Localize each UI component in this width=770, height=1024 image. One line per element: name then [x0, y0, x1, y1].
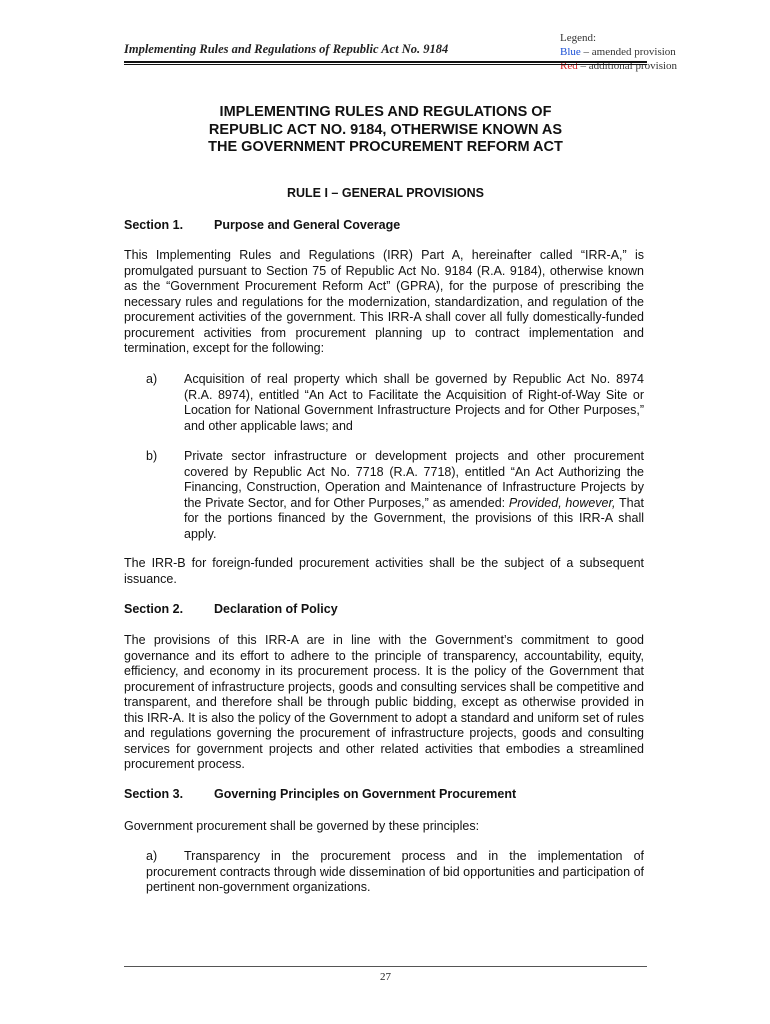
- legend-blue-desc: – amended provision: [580, 46, 676, 58]
- legend-red-desc: – additional provision: [577, 60, 678, 72]
- footer-rule: [124, 966, 647, 967]
- legend-blue-word: Blue: [560, 46, 581, 58]
- section-3-item-a: [146, 849, 644, 896]
- header-rule-thin: [124, 64, 647, 65]
- section-1-title: Purpose and General Coverage: [214, 218, 401, 232]
- item-letter: a): [146, 849, 158, 863]
- legend: [560, 31, 677, 73]
- document-title: [124, 104, 647, 157]
- title-line-1: IMPLEMENTING RULES AND REGULATIONS OF: [219, 104, 552, 120]
- header-rule-thick: [124, 61, 647, 63]
- section-3-heading: [124, 787, 516, 801]
- section-2-title: Declaration of Policy: [214, 602, 338, 616]
- section-2-number: Section 2.: [124, 602, 184, 616]
- item-text: Acquisition of real property which shall be governed by Republic Act No. 8974 (R.A. 8974), entitled “An Act to Facilitate the Acquisition of Right-of-Way Site or Location for National Government Infrastructure Projects and for Other Purposes,” and other applicable laws; and: [184, 372, 644, 433]
- section-3-intro: Government procurement shall be governed by these principles:: [124, 819, 480, 833]
- item-text-before: Private sector infrastructure or development projects and other procurement covered by Republic Act No. 7718 (R.A. 7718), entitled “An Act Authorizing the Financing, Construction, Operation and Maintenance of Infrastructure Projects by the Private Sector, and for Other Purposes,” as amended:: [184, 449, 644, 510]
- item-text: [184, 449, 644, 542]
- running-header-title: Implementing Rules and Regulations of Republic Act No. 9184: [124, 42, 449, 56]
- legend-red-word: Red: [560, 60, 578, 72]
- section-3-title: Governing Principles on Government Procurement: [214, 787, 517, 801]
- rule-heading: RULE I – GENERAL PROVISIONS: [286, 186, 485, 200]
- legend-blue-entry: [560, 45, 677, 59]
- item-text: Transparency in the procurement process and in the implementation of procurement contracts through wide dissemination of bid opportunities and participation of pertinent non-government organizations.: [146, 849, 644, 894]
- item-text-italic: Provided, however,: [508, 495, 616, 510]
- item-text-after: That for the portions financed by the Government, the provisions of this IRR-A shall apply.: [184, 495, 645, 541]
- section-1-heading: [124, 218, 400, 232]
- section-1-number: Section 1.: [124, 218, 184, 232]
- section-3-number: Section 3.: [124, 787, 184, 801]
- section-1-closing: The IRR-B for foreign-funded procurement activities shall be the subject of a subsequent issuance.: [124, 556, 644, 586]
- item-letter: a): [146, 372, 158, 386]
- section-1-item-a: [146, 372, 644, 434]
- item-letter: b): [146, 449, 158, 463]
- section-2-body: The provisions of this IRR-A are in line with the Government’s commitment to good governance and its effort to adhere to the principle of transparency, accountability, equity, efficiency, and economy in its procurement process. It is the policy of the Government that procurement of infrastructure projects, goods and consulting services shall be competitive and transparent, and therefore shall be through public bidding, except as otherwise provided in this IRR-A. It is also the policy of the Government to adopt a standard and uniform set of rules and regulations governing the procurement of infrastructure projects, goods and consulting services for government projects and other related activities that embodies a streamlined procurement process.: [124, 633, 644, 771]
- legend-label: Legend:: [560, 32, 597, 44]
- title-line-3: THE GOVERNMENT PROCUREMENT REFORM ACT: [208, 139, 563, 155]
- section-1-intro: This Implementing Rules and Regulations (IRR) Part A, hereinafter called “IRR-A,” is promulgated pursuant to Section 75 of Republic Act No. 9184 (R.A. 9184), otherwise known as the “Government Procurement Reform Act” (GPRA), for the purpose of prescribing the necessary rules and regulations for the modernization, standardization, and regulation of the procurement activities of the government. This IRR-A shall cover all fully domestically-funded procurement activities from procurement planning up to contract implementation and termination, except for the following:: [124, 248, 644, 355]
- title-line-2: REPUBLIC ACT NO. 9184, OTHERWISE KNOWN AS: [208, 121, 563, 138]
- page-number: 27: [380, 971, 391, 983]
- section-2-heading: [124, 602, 338, 616]
- section-1-item-b: [146, 449, 644, 542]
